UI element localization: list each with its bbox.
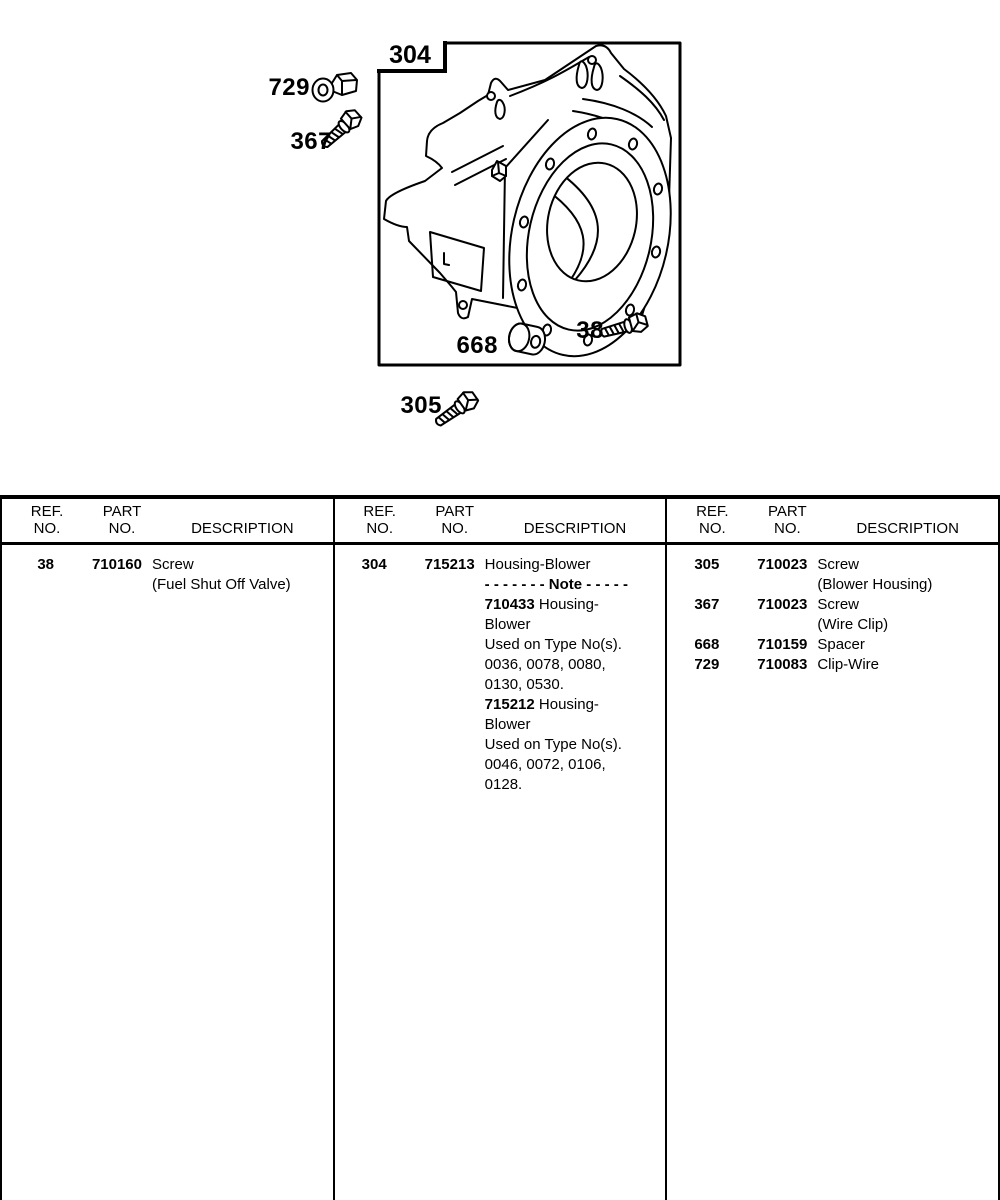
parts-column-1 (2, 499, 333, 1200)
ref-no: 38 (37, 556, 54, 573)
header-ref-no: REF. NO. (30, 503, 64, 537)
column-header (667, 499, 998, 545)
blower-housing-drawing (0, 0, 1000, 495)
part-entry (335, 555, 666, 795)
part-no: 710023 (757, 596, 808, 613)
header-description: DESCRIPTION (191, 520, 294, 537)
part-entry (667, 555, 998, 595)
part-entry (667, 595, 998, 635)
ref-no: 305 (694, 556, 720, 573)
description: Housing-Blower - - - - - - - Note - - - - - 710433 Housing- Blower Used on Type No(s). 0036, 0078, 0080, 0130, 0530. 715212 Housing- Blower Used on Type No(s). 0046, 0072, 0106, 0128. (484, 556, 628, 793)
header-part-no: PART NO. (768, 503, 807, 537)
clip-wire-icon (313, 73, 358, 102)
column-body (2, 545, 333, 595)
header-ref-no: REF. NO. (696, 503, 729, 537)
header-description: DESCRIPTION (856, 520, 959, 537)
parts-column-3 (667, 499, 998, 1200)
description: Spacer (817, 636, 865, 653)
part-entry (667, 635, 998, 655)
header-description: DESCRIPTION (523, 520, 627, 537)
description: Screw (Blower Housing) (817, 556, 933, 593)
column-body (667, 545, 998, 675)
part-no: 710083 (757, 656, 808, 673)
column-body (335, 545, 666, 795)
part-entry (667, 655, 998, 675)
description: Screw (Fuel Shut Off Valve) (152, 556, 291, 593)
part-no: 710023 (757, 556, 808, 573)
part-entry (2, 555, 333, 595)
description: Clip-Wire (817, 656, 880, 673)
header-part-no: PART NO. (102, 503, 142, 537)
diagram-ref-tag: 304 (377, 41, 447, 73)
callout-668: 668 (456, 332, 498, 359)
description: Screw (Wire Clip) (817, 596, 889, 633)
diagram-area (0, 0, 1000, 495)
ref-no: 304 (361, 556, 387, 573)
parts-table (0, 495, 1000, 1200)
callout-38: 38 (576, 317, 604, 344)
header-ref-no: REF. NO. (363, 503, 396, 537)
callout-729: 729 (268, 74, 310, 101)
ref-no: 729 (694, 656, 720, 673)
ref-no: 668 (694, 636, 720, 653)
part-no: 710160 (91, 556, 142, 573)
callout-305: 305 (400, 392, 442, 419)
parts-column-2 (333, 499, 668, 1200)
column-header (2, 499, 333, 545)
header-part-no: PART NO. (435, 503, 474, 537)
column-header (335, 499, 666, 545)
ref-no: 367 (694, 596, 720, 613)
part-no: 710159 (757, 636, 808, 653)
callout-367: 367 (290, 128, 332, 155)
part-no: 715213 (424, 556, 475, 573)
